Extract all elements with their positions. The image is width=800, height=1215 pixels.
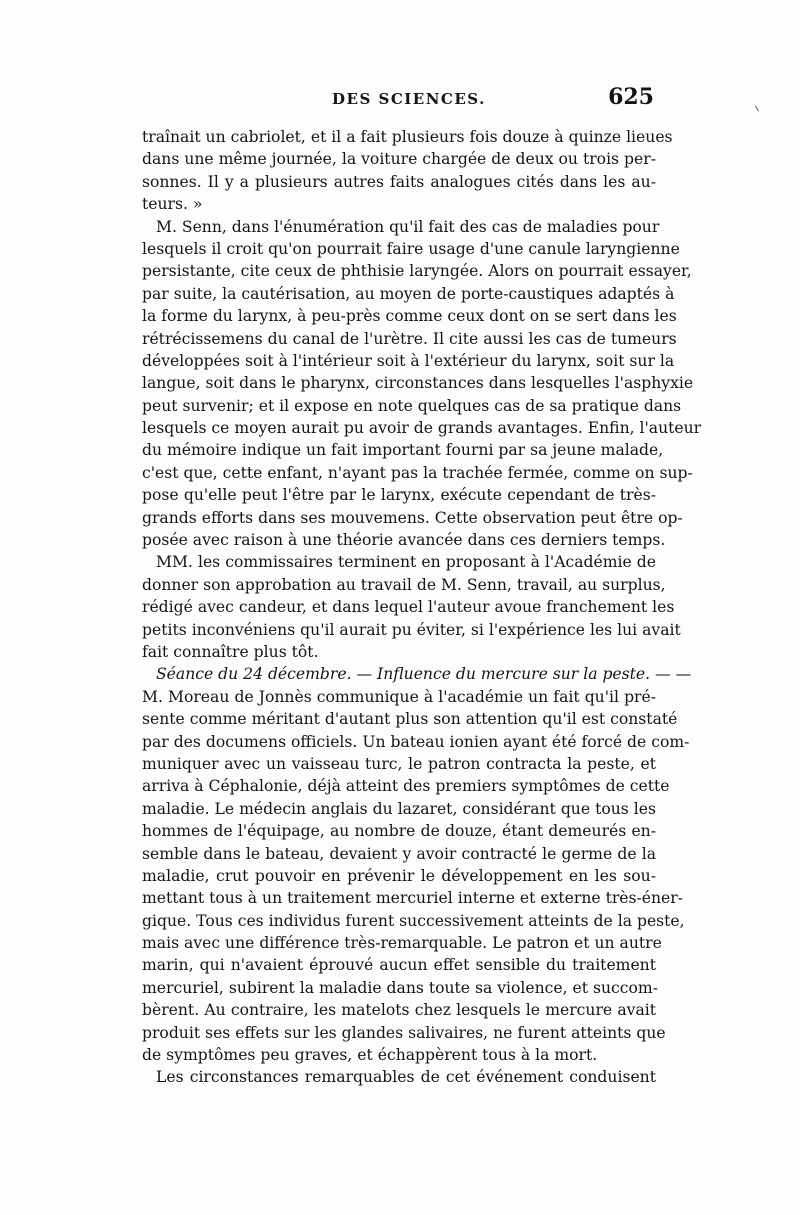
section-heading-line: Séance du 24 décembre. — Influence du mercure sur la peste. — —	[156, 665, 692, 684]
page-number: 625	[608, 84, 654, 110]
text-line: peut survenir; et il expose en note quelques cas de sa pratique dans	[142, 396, 682, 415]
text-line: teurs. »	[142, 195, 203, 214]
text-line: par des documens officiels. Un bateau ionien ayant été forcé de com-	[142, 732, 690, 751]
text-line: du mémoire indique un fait important fourni par sa jeune malade,	[142, 441, 664, 460]
margin-mark	[755, 106, 759, 112]
text-line: maladie. Le médecin anglais du lazaret, considérant que tous les	[142, 799, 656, 818]
text-line: dans une même journée, la voiture chargée de deux ou trois per-	[142, 150, 656, 169]
text-line: hommes de l'équipage, au nombre de douze, étant demeurés en-	[142, 822, 656, 841]
text-line: muniquer avec un vaisseau turc, le patron contracta la peste, et	[142, 754, 656, 773]
text-line: pose qu'elle peut l'être par le larynx, exécute cependant de très-	[142, 486, 656, 505]
body-text	[142, 126, 702, 1089]
text-line: par suite, la cautérisation, au moyen de porte-caustiques adaptés à	[142, 284, 675, 303]
text-line: sonnes. Il y a plusieurs autres faits analogues cités dans les au-	[142, 172, 656, 191]
text-line: mettant tous à un traitement mercuriel interne et externe très-éner-	[142, 889, 684, 908]
text-line: gique. Tous ces individus furent successivement atteints de la peste,	[142, 911, 685, 930]
text-line: mais avec une différence très-remarquable. Le patron et un autre	[142, 934, 662, 953]
text-line: traînait un cabriolet, et il a fait plusieurs fois douze à quinze lieues	[142, 128, 673, 146]
text-line: MM. les commissaires terminent en proposant à l'Académie de	[156, 553, 656, 572]
text-line: bèrent. Au contraire, les matelots chez lesquels le mercure avait	[142, 1001, 656, 1020]
text-line: fait connaître plus tôt.	[142, 642, 319, 661]
text-line: rétrécissemens du canal de l'urètre. Il cite aussi les cas de tumeurs	[142, 329, 677, 348]
running-head: DES SCIENCES.	[332, 90, 486, 108]
text-line: langue, soit dans le pharynx, circonstances dans lesquelles l'asphyxie	[142, 374, 694, 393]
text-line: posée avec raison à une théorie avancée dans ces derniers temps.	[142, 531, 666, 550]
text-line: maladie, crut pouvoir en prévenir le développement en les sou-	[142, 866, 656, 885]
text-line: grands efforts dans ses mouvemens. Cette observation peut être op-	[142, 508, 683, 527]
text-line: Les circonstances remarquables de cet événement conduisent	[156, 1068, 656, 1087]
text-line: développées soit à l'intérieur soit à l'extérieur du larynx, soit sur la	[142, 351, 675, 370]
text-line: de symptômes peu graves, et échappèrent tous à la mort.	[142, 1046, 598, 1065]
text-line: donner son approbation au travail de M. Senn, travail, au surplus,	[142, 575, 666, 594]
text-line: rédigé avec candeur, et dans lequel l'auteur avoue franchement les	[142, 598, 675, 617]
text-line: mercuriel, subirent la maladie dans toute sa violence, et succom-	[142, 978, 658, 997]
text-line: arriva à Céphalonie, déjà atteint des premiers symptômes de cette	[142, 777, 670, 796]
text-line: produit ses effets sur les glandes salivaires, ne furent atteints que	[142, 1023, 666, 1042]
text-line: marin, qui n'avaient éprouvé aucun effet sensible du traitement	[142, 956, 656, 975]
text-line: M. Senn, dans l'énumération qu'il fait des cas de maladies pour	[156, 217, 660, 236]
text-line: lesquels il croit qu'on pourrait faire usage d'une canule laryngienne	[142, 239, 680, 258]
text-line: lesquels ce moyen aurait pu avoir de grands avantages. Enfin, l'auteur	[142, 419, 702, 438]
text-line: la forme du larynx, à peu-près comme ceux dont on se sert dans les	[142, 307, 677, 326]
text-line: semble dans le bateau, devaient y avoir contracté le germe de la	[142, 844, 656, 863]
text-line: sente comme méritant d'autant plus son attention qu'il est constaté	[142, 710, 678, 729]
text-line: M. Moreau de Jonnès communique à l'académie un fait qu'il pré-	[142, 687, 656, 706]
text-line: c'est que, cette enfant, n'ayant pas la trachée fermée, comme on sup-	[142, 463, 693, 482]
page-header	[140, 86, 670, 116]
text-line: persistante, cite ceux de phthisie laryngée. Alors on pourrait essayer,	[142, 262, 692, 281]
text-line: petits inconvéniens qu'il aurait pu éviter, si l'expérience les lui avait	[142, 620, 681, 639]
